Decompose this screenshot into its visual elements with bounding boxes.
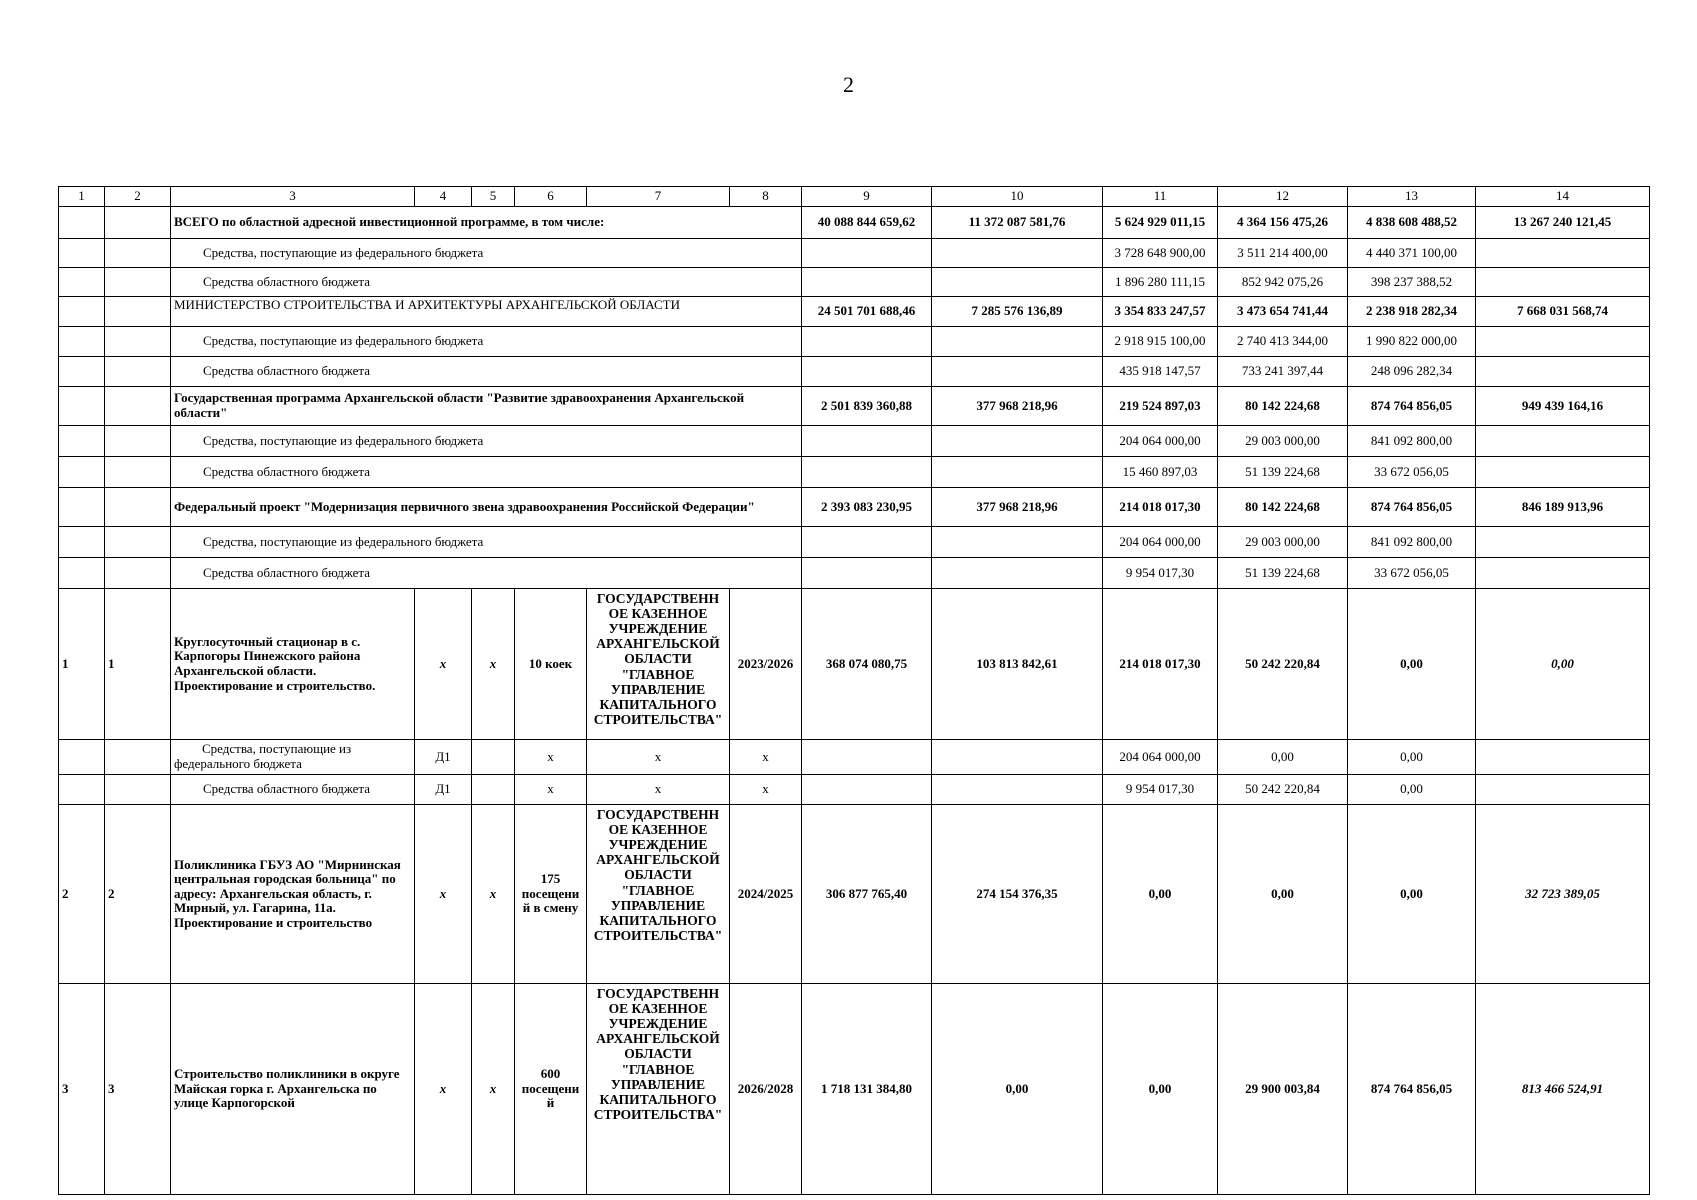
empty-cell	[932, 740, 1103, 775]
object-federal-c6: x	[515, 740, 587, 775]
object-regional-row	[59, 775, 1650, 805]
program-regional-c11: 15 460 897,03	[1103, 457, 1218, 488]
empty-cell	[59, 357, 105, 387]
object-federal-c8: x	[730, 740, 802, 775]
program-federal-label: Средства, поступающие из федерального бюджета	[171, 426, 802, 457]
object-regional-c6: x	[515, 775, 587, 805]
empty-cell	[59, 239, 105, 268]
object-customer: ГОСУДАРСТВЕНН ОЕ КАЗЕННОЕ УЧРЕЖДЕНИЕ АРХАНГЕЛЬСКОЙ ОБЛАСТИ "ГЛАВНОЕ УПРАВЛЕНИЕ КАПИТАЛЬНОГО СТРОИТЕЛЬСТВА"	[587, 589, 730, 740]
header-cell: 3	[171, 187, 415, 207]
object-index: 2	[59, 805, 105, 984]
object-c5: x	[472, 589, 515, 740]
empty-cell	[59, 775, 105, 805]
empty-cell	[1476, 527, 1650, 558]
ministry-row	[59, 297, 1650, 327]
empty-cell	[802, 775, 932, 805]
object-c11: 0,00	[1103, 984, 1218, 1195]
empty-cell	[932, 357, 1103, 387]
empty-cell	[105, 457, 171, 488]
ministry-federal-c11: 2 918 915 100,00	[1103, 327, 1218, 357]
total-regional-c11: 1 896 280 111,15	[1103, 268, 1218, 297]
ministry-federal-row	[59, 327, 1650, 357]
empty-cell	[1476, 740, 1650, 775]
object-c12: 29 900 003,84	[1218, 984, 1348, 1195]
empty-cell	[59, 387, 105, 426]
object-index: 3	[59, 984, 105, 1195]
project-c9: 2 393 083 230,95	[802, 488, 932, 527]
object-name: Строительство поликлиники в округе Майская горка г. Архангельска по улице Карпогорской	[171, 984, 415, 1195]
ministry-c14: 7 668 031 568,74	[1476, 297, 1650, 327]
total-regional-row	[59, 268, 1650, 297]
empty-cell	[59, 426, 105, 457]
empty-cell	[105, 387, 171, 426]
object-c10: 274 154 376,35	[932, 805, 1103, 984]
header-cell: 5	[472, 187, 515, 207]
project-c14: 846 189 913,96	[1476, 488, 1650, 527]
program-federal-c13: 841 092 800,00	[1348, 426, 1476, 457]
header-cell: 13	[1348, 187, 1476, 207]
project-regional-c11: 9 954 017,30	[1103, 558, 1218, 589]
program-c14: 949 439 164,16	[1476, 387, 1650, 426]
empty-cell	[802, 268, 932, 297]
program-c9: 2 501 839 360,88	[802, 387, 932, 426]
empty-cell	[1476, 426, 1650, 457]
object-c13: 0,00	[1348, 589, 1476, 740]
empty-cell	[932, 558, 1103, 589]
object-regional-c4: Д1	[415, 775, 472, 805]
page-number: 2	[843, 72, 854, 97]
ministry-c13: 2 238 918 282,34	[1348, 297, 1476, 327]
header-cell: 8	[730, 187, 802, 207]
program-c13: 874 764 856,05	[1348, 387, 1476, 426]
project-regional-row	[59, 558, 1650, 589]
program-label: Государственная программа Архангельской области "Развитие здравоохранения Архангельской области"	[171, 387, 802, 426]
program-regional-row	[59, 457, 1650, 488]
total-federal-c11: 3 728 648 900,00	[1103, 239, 1218, 268]
empty-cell	[1476, 239, 1650, 268]
header-cell: 2	[105, 187, 171, 207]
object-c10: 0,00	[932, 984, 1103, 1195]
project-regional-c12: 51 139 224,68	[1218, 558, 1348, 589]
empty-cell	[105, 268, 171, 297]
empty-cell	[59, 558, 105, 589]
object-period: 2023/2026	[730, 589, 802, 740]
empty-cell	[59, 297, 105, 327]
object-row	[59, 984, 1650, 1195]
object-c11: 214 018 017,30	[1103, 589, 1218, 740]
ministry-regional-c13: 248 096 282,34	[1348, 357, 1476, 387]
empty-cell	[932, 239, 1103, 268]
empty-cell	[802, 740, 932, 775]
ministry-c11: 3 354 833 247,57	[1103, 297, 1218, 327]
ministry-regional-row	[59, 357, 1650, 387]
empty-cell	[802, 558, 932, 589]
program-regional-c12: 51 139 224,68	[1218, 457, 1348, 488]
object-c13: 874 764 856,05	[1348, 984, 1476, 1195]
header-cell: 1	[59, 187, 105, 207]
empty-cell	[802, 426, 932, 457]
object-regional-c11: 9 954 017,30	[1103, 775, 1218, 805]
object-name: Круглосуточный стационар в с. Карпогоры Пинежского района Архангельской области. Проектирование и строительство.	[171, 589, 415, 740]
project-federal-c11: 204 064 000,00	[1103, 527, 1218, 558]
program-regional-c13: 33 672 056,05	[1348, 457, 1476, 488]
object-regional-c12: 50 242 220,84	[1218, 775, 1348, 805]
object-customer: ГОСУДАРСТВЕНН ОЕ КАЗЕННОЕ УЧРЕЖДЕНИЕ АРХАНГЕЛЬСКОЙ ОБЛАСТИ "ГЛАВНОЕ УПРАВЛЕНИЕ КАПИТАЛЬНОГО СТРОИТЕЛЬСТВА"	[587, 984, 730, 1195]
project-regional-label: Средства областного бюджета	[171, 558, 802, 589]
object-c4: x	[415, 589, 472, 740]
project-federal-label: Средства, поступающие из федерального бюджета	[171, 527, 802, 558]
project-c12: 80 142 224,68	[1218, 488, 1348, 527]
object-c11: 0,00	[1103, 805, 1218, 984]
ministry-federal-label: Средства, поступающие из федерального бюджета	[171, 327, 802, 357]
total-label: ВСЕГО по областной адресной инвестиционной программе, в том числе:	[171, 207, 802, 239]
object-regional-c13: 0,00	[1348, 775, 1476, 805]
total-row	[59, 207, 1650, 239]
object-period: 2026/2028	[730, 984, 802, 1195]
total-federal-c12: 3 511 214 400,00	[1218, 239, 1348, 268]
total-regional-c12: 852 942 075,26	[1218, 268, 1348, 297]
header-cell: 12	[1218, 187, 1348, 207]
object-regional-c8: x	[730, 775, 802, 805]
object-c9: 1 718 131 384,80	[802, 984, 932, 1195]
object-capacity: 600 посещени й	[515, 984, 587, 1195]
object-c14: 32 723 389,05	[1476, 805, 1650, 984]
ministry-label: МИНИСТЕРСТВО СТРОИТЕЛЬСТВА И АРХИТЕКТУРЫ АРХАНГЕЛЬСКОЙ ОБЛАСТИ	[171, 297, 802, 327]
header-cell: 9	[802, 187, 932, 207]
empty-cell	[932, 457, 1103, 488]
object-c10: 103 813 842,61	[932, 589, 1103, 740]
project-federal-c12: 29 003 000,00	[1218, 527, 1348, 558]
object-row	[59, 589, 1650, 740]
object-c9: 306 877 765,40	[802, 805, 932, 984]
program-c12: 80 142 224,68	[1218, 387, 1348, 426]
project-c13: 874 764 856,05	[1348, 488, 1476, 527]
ministry-c9: 24 501 701 688,46	[802, 297, 932, 327]
object-c12: 0,00	[1218, 805, 1348, 984]
column-number-header-row	[59, 187, 1650, 207]
project-c10: 377 968 218,96	[932, 488, 1103, 527]
header-cell: 14	[1476, 187, 1650, 207]
header-cell: 4	[415, 187, 472, 207]
empty-cell	[1476, 775, 1650, 805]
program-c11: 219 524 897,03	[1103, 387, 1218, 426]
total-c11: 5 624 929 011,15	[1103, 207, 1218, 239]
project-federal-c13: 841 092 800,00	[1348, 527, 1476, 558]
project-c11: 214 018 017,30	[1103, 488, 1218, 527]
header-cell: 6	[515, 187, 587, 207]
empty-cell	[802, 239, 932, 268]
project-row	[59, 488, 1650, 527]
object-row	[59, 805, 1650, 984]
empty-cell	[932, 775, 1103, 805]
object-period: 2024/2025	[730, 805, 802, 984]
empty-cell	[1476, 327, 1650, 357]
total-c13: 4 838 608 488,52	[1348, 207, 1476, 239]
object-c4: x	[415, 805, 472, 984]
ministry-regional-label: Средства областного бюджета	[171, 357, 802, 387]
object-code: 3	[105, 984, 171, 1195]
empty-cell	[932, 527, 1103, 558]
ministry-federal-c12: 2 740 413 344,00	[1218, 327, 1348, 357]
object-code: 2	[105, 805, 171, 984]
empty-cell	[932, 426, 1103, 457]
program-federal-c11: 204 064 000,00	[1103, 426, 1218, 457]
header-cell: 7	[587, 187, 730, 207]
empty-cell	[59, 457, 105, 488]
header-cell: 10	[932, 187, 1103, 207]
object-capacity: 10 коек	[515, 589, 587, 740]
object-federal-c11: 204 064 000,00	[1103, 740, 1218, 775]
total-c14: 13 267 240 121,45	[1476, 207, 1650, 239]
empty-cell	[59, 207, 105, 239]
empty-cell	[59, 327, 105, 357]
empty-cell	[802, 457, 932, 488]
empty-cell	[59, 740, 105, 775]
object-federal-c13: 0,00	[1348, 740, 1476, 775]
empty-cell	[1476, 457, 1650, 488]
empty-cell	[105, 558, 171, 589]
object-federal-row	[59, 740, 1650, 775]
empty-cell	[105, 357, 171, 387]
empty-cell	[472, 740, 515, 775]
project-regional-c13: 33 672 056,05	[1348, 558, 1476, 589]
empty-cell	[105, 297, 171, 327]
object-c5: x	[472, 805, 515, 984]
program-regional-label: Средства областного бюджета	[171, 457, 802, 488]
object-c13: 0,00	[1348, 805, 1476, 984]
object-index: 1	[59, 589, 105, 740]
object-c12: 50 242 220,84	[1218, 589, 1348, 740]
ministry-regional-c11: 435 918 147,57	[1103, 357, 1218, 387]
object-c5: x	[472, 984, 515, 1195]
total-regional-c13: 398 237 388,52	[1348, 268, 1476, 297]
object-capacity: 175 посещени й в смену	[515, 805, 587, 984]
ministry-c10: 7 285 576 136,89	[932, 297, 1103, 327]
empty-cell	[105, 426, 171, 457]
total-c10: 11 372 087 581,76	[932, 207, 1103, 239]
program-federal-row	[59, 426, 1650, 457]
project-federal-row	[59, 527, 1650, 558]
project-label: Федеральный проект "Модернизация первичного звена здравоохранения Российской Федерации"	[171, 488, 802, 527]
empty-cell	[1476, 268, 1650, 297]
object-federal-c12: 0,00	[1218, 740, 1348, 775]
object-c9: 368 074 080,75	[802, 589, 932, 740]
empty-cell	[105, 488, 171, 527]
object-c4: x	[415, 984, 472, 1195]
investment-program-table	[58, 186, 1650, 1195]
empty-cell	[802, 357, 932, 387]
empty-cell	[932, 327, 1103, 357]
empty-cell	[105, 239, 171, 268]
empty-cell	[59, 268, 105, 297]
empty-cell	[59, 527, 105, 558]
empty-cell	[59, 488, 105, 527]
total-c12: 4 364 156 475,26	[1218, 207, 1348, 239]
total-c9: 40 088 844 659,62	[802, 207, 932, 239]
ministry-regional-c12: 733 241 397,44	[1218, 357, 1348, 387]
object-regional-label: Средства областного бюджета	[171, 775, 415, 805]
empty-cell	[105, 775, 171, 805]
total-federal-label: Средства, поступающие из федерального бюджета	[171, 239, 802, 268]
program-c10: 377 968 218,96	[932, 387, 1103, 426]
total-regional-label: Средства областного бюджета	[171, 268, 802, 297]
header-cell: 11	[1103, 187, 1218, 207]
object-name: Поликлиника ГБУЗ АО "Мирнинская центральная городская больница" по адресу: Архангельская область, г. Мирный, ул. Гагарина, 11а. Проектирование и строительство	[171, 805, 415, 984]
object-c14: 0,00	[1476, 589, 1650, 740]
empty-cell	[105, 327, 171, 357]
object-c14: 813 466 524,91	[1476, 984, 1650, 1195]
empty-cell	[802, 327, 932, 357]
ministry-c12: 3 473 654 741,44	[1218, 297, 1348, 327]
empty-cell	[1476, 558, 1650, 589]
empty-cell	[105, 207, 171, 239]
empty-cell	[1476, 357, 1650, 387]
object-federal-c4: Д1	[415, 740, 472, 775]
total-federal-c13: 4 440 371 100,00	[1348, 239, 1476, 268]
empty-cell	[802, 527, 932, 558]
empty-cell	[105, 527, 171, 558]
program-row	[59, 387, 1650, 426]
program-federal-c12: 29 003 000,00	[1218, 426, 1348, 457]
object-federal-label: Средства, поступающие из федерального бюджета	[171, 740, 415, 775]
object-customer: ГОСУДАРСТВЕНН ОЕ КАЗЕННОЕ УЧРЕЖДЕНИЕ АРХАНГЕЛЬСКОЙ ОБЛАСТИ "ГЛАВНОЕ УПРАВЛЕНИЕ КАПИТАЛЬНОГО СТРОИТЕЛЬСТВА"	[587, 805, 730, 984]
empty-cell	[105, 740, 171, 775]
object-federal-c7: x	[587, 740, 730, 775]
object-regional-c7: x	[587, 775, 730, 805]
empty-cell	[472, 775, 515, 805]
total-federal-row	[59, 239, 1650, 268]
object-code: 1	[105, 589, 171, 740]
empty-cell	[932, 268, 1103, 297]
ministry-federal-c13: 1 990 822 000,00	[1348, 327, 1476, 357]
